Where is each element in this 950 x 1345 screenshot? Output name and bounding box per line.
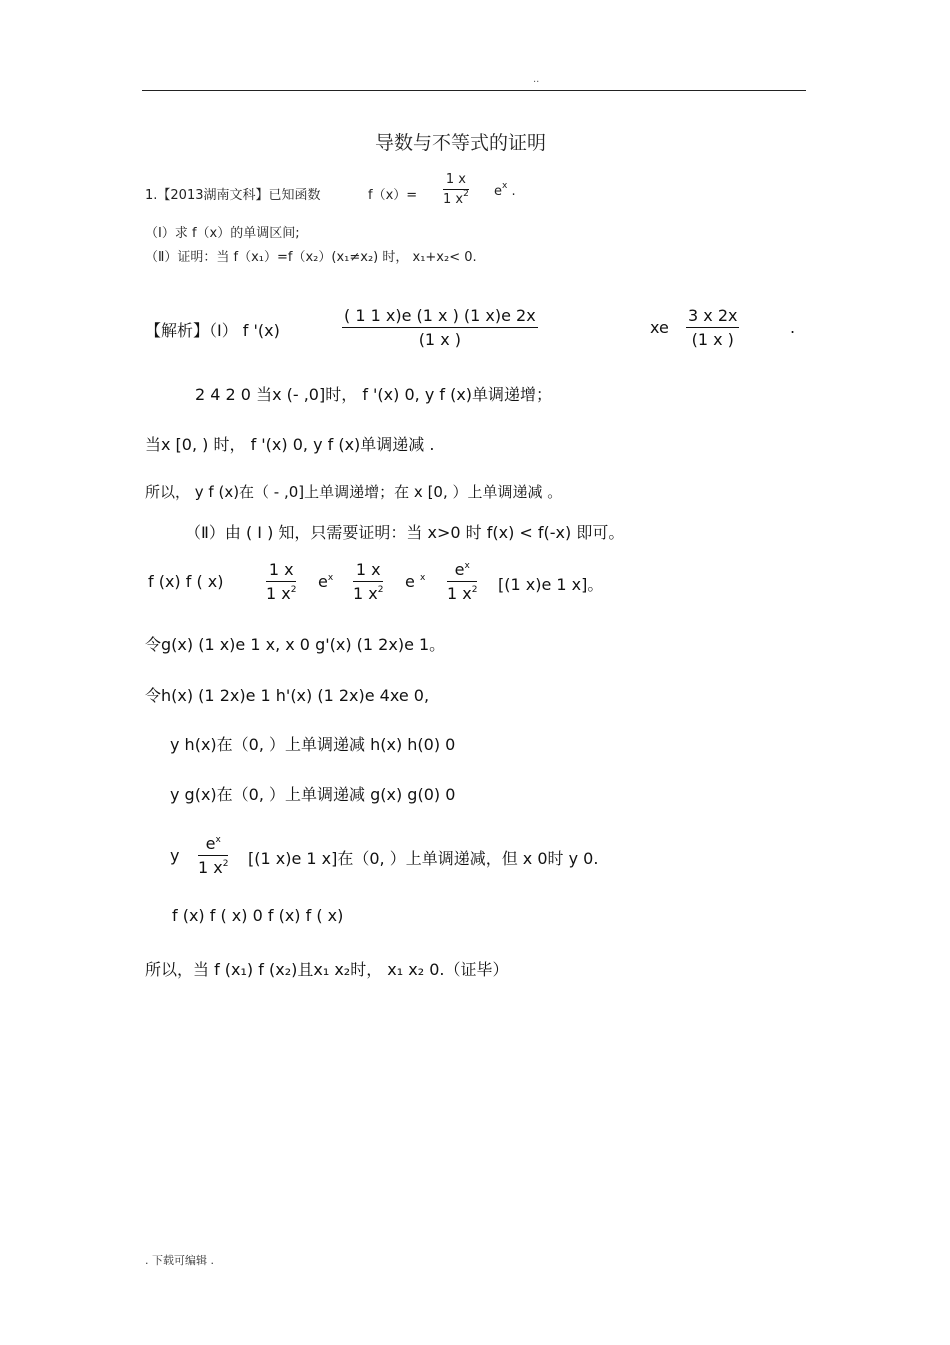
- derivative-fraction-1: [342, 306, 538, 349]
- derivative-mid: xe: [650, 318, 669, 337]
- derivative-end: .: [790, 318, 796, 337]
- solution-line-6-tail: [(1 x)e 1 x]。: [498, 575, 604, 594]
- header-rule: [142, 90, 806, 91]
- solution-label: 【解析】（Ⅰ） f '(x): [145, 321, 280, 340]
- derivative-fraction-1-num: ( 1 1 x)e (1 x ) (1 x)e 2x: [342, 306, 538, 328]
- line-6-fraction-2-num: 1 x: [353, 560, 383, 582]
- solution-line-3: 当x [0, ) 时， f '(x) 0, y f (x)单调递减 .: [145, 435, 435, 454]
- problem-fraction: $\frac{1 x}{1 x^2}$: [443, 172, 469, 207]
- header-dots: ..: [533, 74, 540, 85]
- problem-exp: $e^x$ .: [494, 181, 516, 199]
- footer-text: . 下载可编辑 .: [145, 1254, 214, 1267]
- line-6-exp-2: e $^x$: [405, 572, 426, 591]
- line-6-fraction-1-den: 1 x: [266, 584, 291, 603]
- line-11-fraction: $\frac{e^x}{1 x^2}$: [198, 834, 229, 877]
- line-6-fraction-3: $\frac{e^x}{1 x^2}$: [447, 560, 478, 603]
- solution-line-11-tail: [(1 x)e 1 x]在（0, ）上单调递减，但 x 0时 y 0.: [248, 849, 599, 868]
- line-6-exp-1: $e^x$: [318, 572, 334, 591]
- solution-line-5: （Ⅱ）由 ( Ⅰ ) 知，只需要证明：当 x>0 时 f(x) < f(-x) 即可。: [185, 523, 625, 542]
- problem-fraction-den: 1 x: [443, 192, 464, 207]
- page-title: 导数与不等式的证明: [375, 132, 547, 154]
- line-6-fraction-1: $\frac{1 x}{1 x^2}$: [266, 560, 297, 603]
- solution-line-12: f (x) f ( x) 0 f (x) f ( x): [172, 906, 344, 925]
- solution-line-7: 令g(x) (1 x)e 1 x, x 0 g'(x) (1 2x)e 1。: [145, 635, 446, 654]
- line-6-fraction-3-den: 1 x: [447, 584, 472, 603]
- solution-line-2: 2 4 2 0 当x (- ,0]时， f '(x) 0, y f (x)单调递增；: [195, 385, 553, 404]
- solution-line-11-y: y: [170, 846, 180, 865]
- solution-line-8: 令h(x) (1 2x)e 1 h'(x) (1 2x)e 4xe 0,: [145, 686, 430, 705]
- derivative-fraction-1-den: (1 x ): [418, 330, 461, 349]
- solution-line-9: y h(x)在（0, ）上单调递减 h(x) h(0) 0: [170, 735, 456, 754]
- line-6-fraction-2: $\frac{1 x}{1 x^2}$: [353, 560, 384, 603]
- problem-fx-lhs: f（x）=: [368, 188, 418, 203]
- line-6-fraction-3-num: e: [454, 560, 465, 579]
- problem-intro: 1.【2013湖南文科】已知函数: [145, 188, 321, 203]
- derivative-fraction-2: [686, 306, 739, 349]
- line-6-fraction-1-num: 1 x: [266, 560, 296, 582]
- derivative-fraction-2-num: 3 x 2x: [686, 306, 739, 328]
- derivative-fraction-2-den: (1 x ): [691, 330, 734, 349]
- solution-line-6-lhs: f (x) f ( x): [148, 572, 224, 591]
- problem-fraction-num: 1 x: [443, 172, 469, 190]
- problem-part1: （Ⅰ）求 f（x）的单调区间;: [145, 226, 300, 241]
- problem-part2: （Ⅱ）证明：当 f（x₁）=f（x₂）(x₁≠x₂) 时， x₁+x₂< 0.: [145, 250, 477, 265]
- solution-line-4: 所以， y f (x)在（ - ,0]上单调递增；在 x [0, ）上单调递减 。: [145, 483, 563, 501]
- solution-conclusion: 所以，当 f (x₁) f (x₂)且x₁ x₂时， x₁ x₂ 0.（证毕）: [145, 960, 509, 979]
- solution-line-10: y g(x)在（0, ）上单调递减 g(x) g(0) 0: [170, 785, 456, 804]
- line-11-fraction-num: e: [205, 834, 216, 853]
- line-6-fraction-2-den: 1 x: [353, 584, 378, 603]
- line-11-fraction-den: 1 x: [198, 858, 223, 877]
